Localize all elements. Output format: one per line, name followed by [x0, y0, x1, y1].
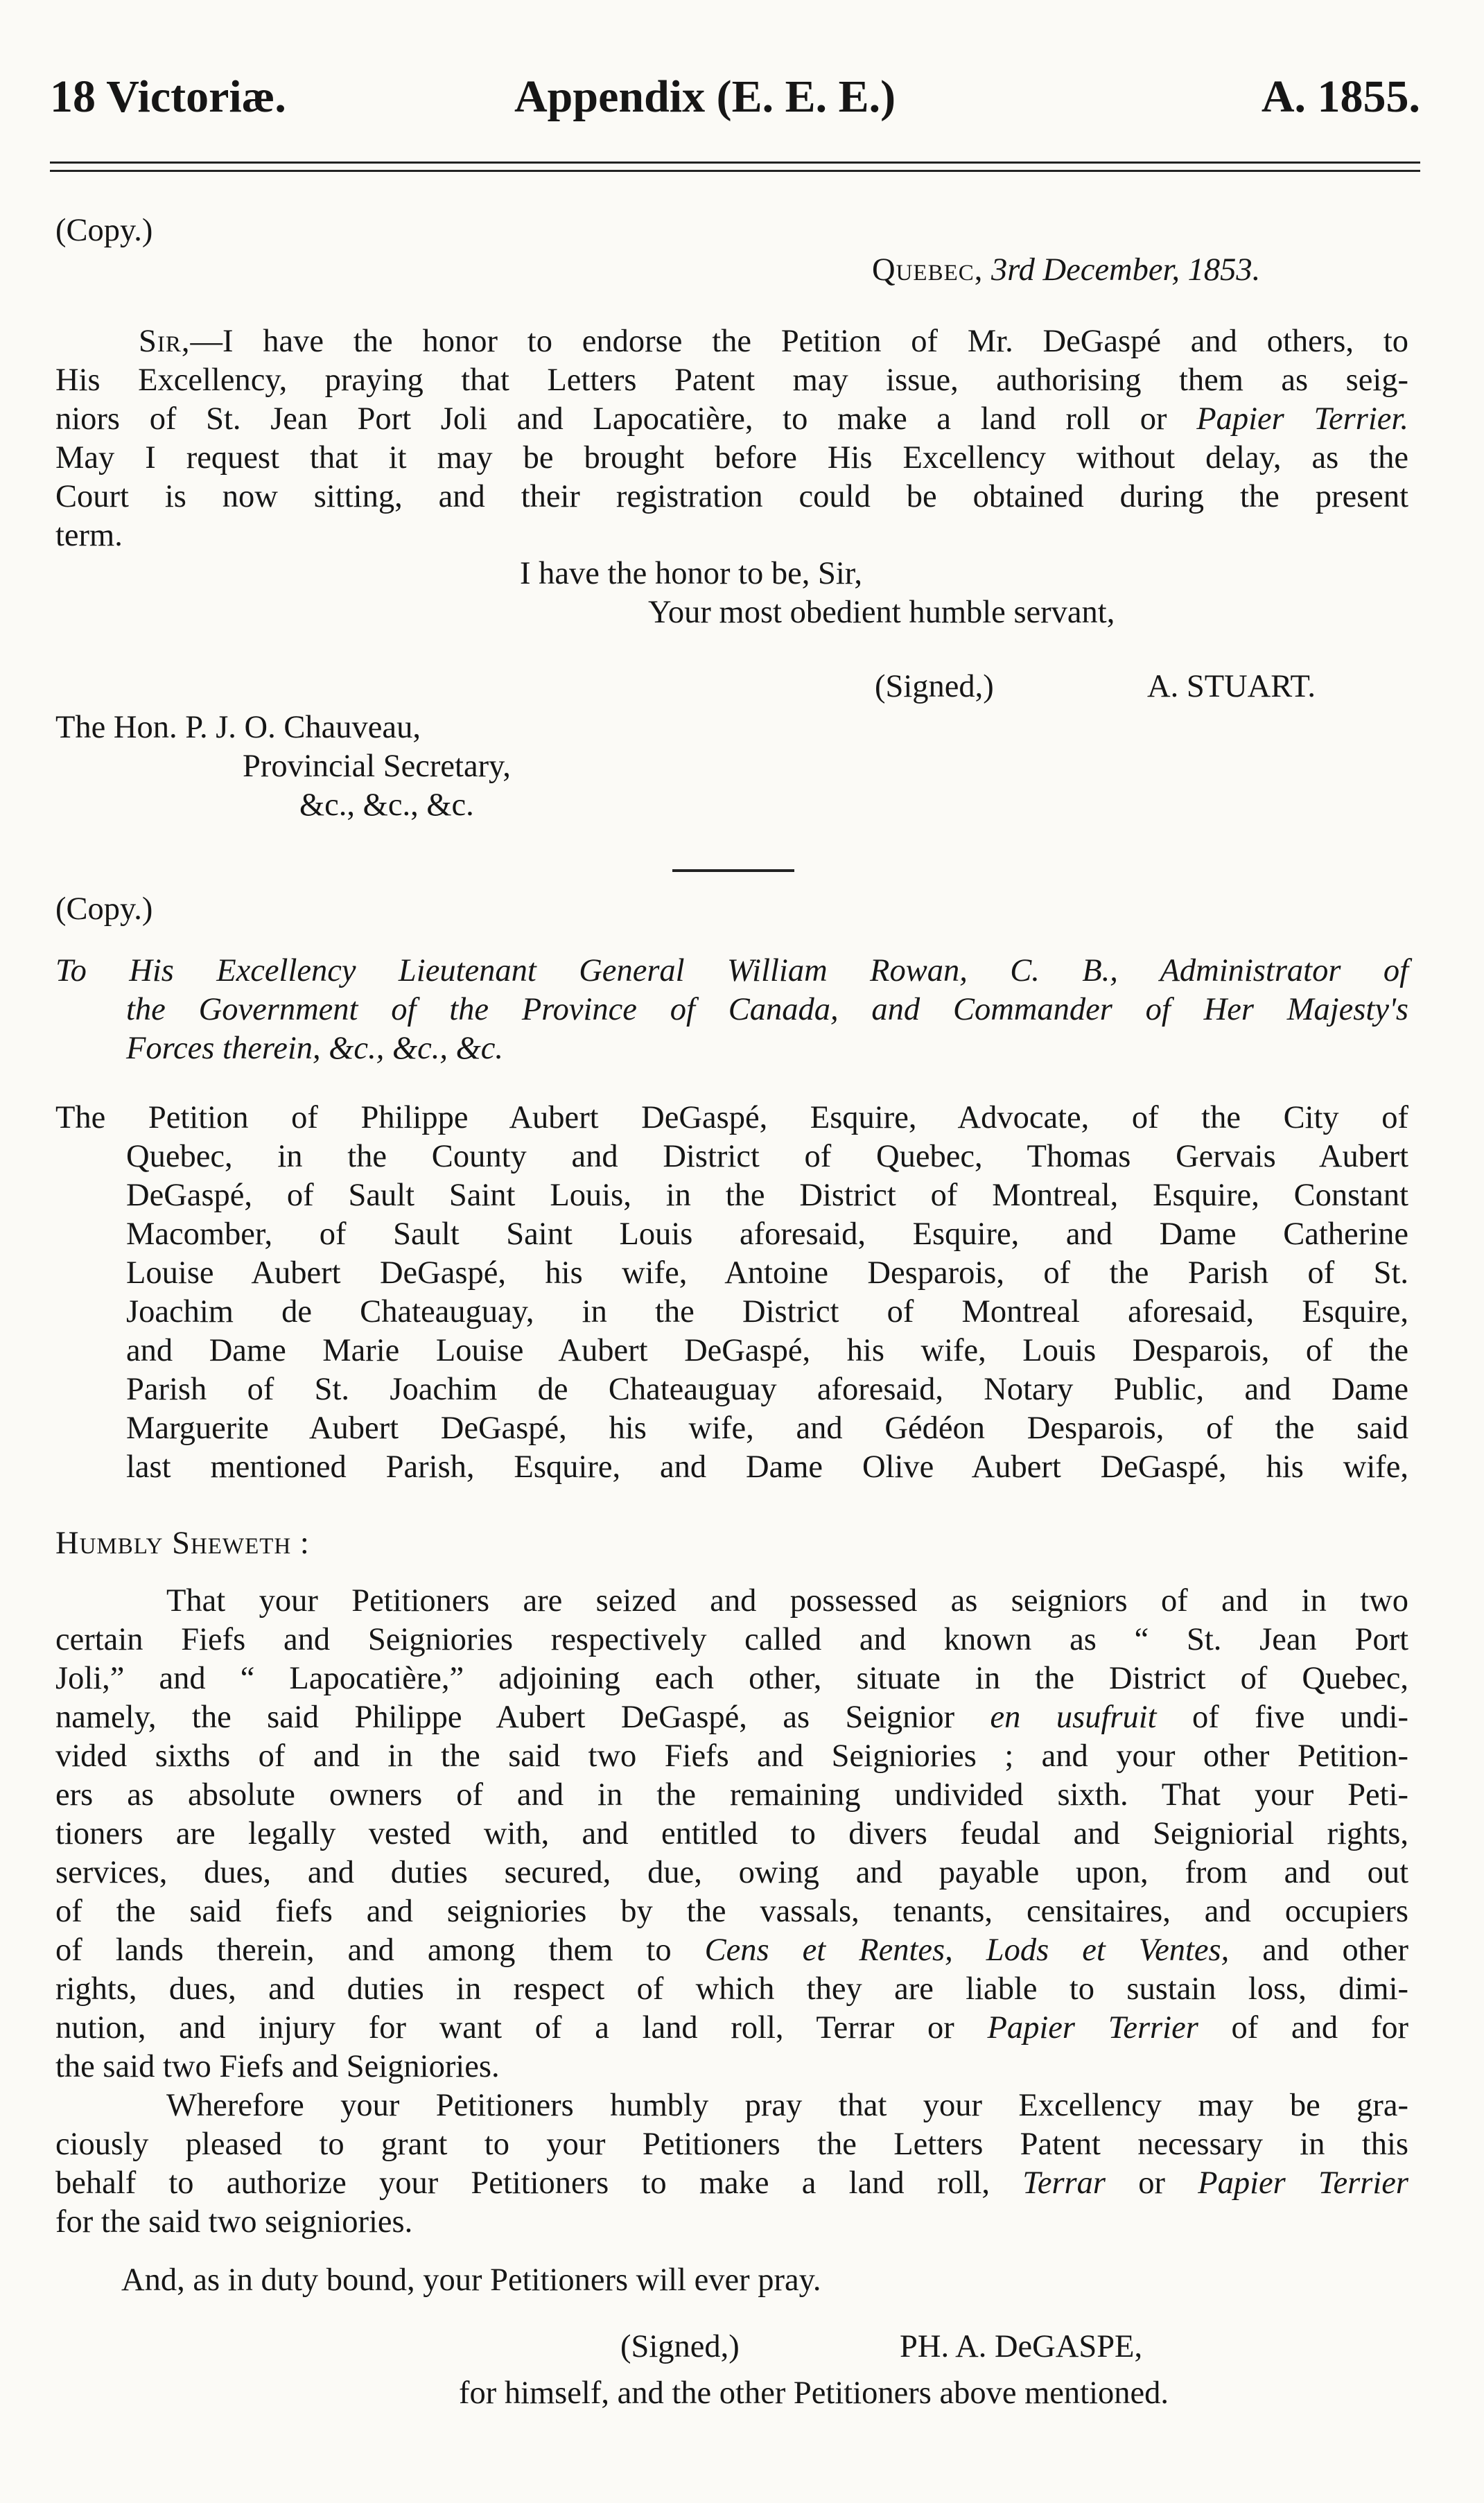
addressee-etc: &c., &c., &c. — [299, 787, 474, 823]
running-header — [50, 66, 1420, 128]
letter-copy-label: (Copy.) — [55, 213, 153, 248]
letter-dateline — [872, 251, 1260, 290]
p1-line: namely, the said Philippe Aubert DeGaspé, as Seignior en usufruit of five undi- — [55, 1700, 1409, 1735]
letter-line: Court is now sitting, and their registration could be obtained during the present — [55, 479, 1408, 514]
letter-date: 3rd December, 1853. — [991, 252, 1261, 288]
addressee-title: Provincial Secretary, — [243, 749, 511, 784]
cens-lods-term: Cens et Rentes, Lods et Ventes, — [704, 1933, 1230, 1968]
addressee-name: The Hon. P. J. O. Chauveau, — [55, 710, 421, 745]
papier-terrier-term: Papier Terrier — [987, 2010, 1198, 2046]
header-appendix: Appendix (E. E. E.) — [514, 71, 896, 122]
p1-line: nution, and injury for want of a land roll, Terrar or Papier Terrier of and for — [55, 2010, 1409, 2046]
en-usufruit-term: en usufruit — [990, 1700, 1157, 1735]
intro-line: Louise Aubert DeGaspé, his wife, Antoine Desparois, of the Parish of St. — [126, 1255, 1408, 1291]
letter-place: Quebec, — [872, 252, 984, 288]
p1-line: vided sixths of and in the said two Fiefs and Seigniories ; and your other Petition- — [55, 1738, 1408, 1774]
intro-line: last mentioned Parish, Esquire, and Dame Olive Aubert DeGaspé, his wife, — [126, 1449, 1408, 1485]
p1-line: the said two Fiefs and Seigniories. — [55, 2049, 500, 2084]
header-rule-bottom — [50, 170, 1420, 172]
intro-line: Marguerite Aubert DeGaspé, his wife, and Gédéon Desparois, of the said — [126, 1411, 1408, 1446]
petition-address — [55, 952, 1408, 1068]
p1-line: services, dues, and duties secured, due, owing and payable upon, from and out — [55, 1855, 1408, 1890]
intro-line: The Petition of Philippe Aubert DeGaspé, Esquire, Advocate, of the City of — [55, 1100, 1408, 1135]
p1-line: ers as absolute owners of and in the remaining undivided sixth. That your Peti- — [55, 1777, 1408, 1813]
intro-line: Joachim de Chateauguay, in the District of Montreal aforesaid, Esquire, — [126, 1294, 1408, 1329]
intro-line: Macomber, of Sault Saint Louis aforesaid, Esquire, and Dame Catherine — [126, 1216, 1408, 1252]
petition-paragraph-1 — [55, 1582, 1408, 2086]
letter-signed-label: (Signed,) — [875, 669, 994, 704]
p1-line: of the said fiefs and seigniories by the vassals, tenants, censitaires, and occupiers — [55, 1894, 1408, 1929]
p1-line: tioners are legally vested with, and entitled to divers feudal and Seigniorial rights, — [55, 1816, 1408, 1851]
petition-paragraph-2 — [55, 2086, 1408, 2242]
address-line: Forces therein, &c., &c., &c. — [126, 1031, 504, 1066]
letter-closing-1: I have the honor to be, Sir, — [520, 556, 863, 591]
p1-line: certain Fiefs and Seigniories respectively called and known as “ St. Jean Port — [55, 1622, 1408, 1657]
petition-copy-label: (Copy.) — [55, 891, 153, 927]
papier-terrier-term: Papier Terrier — [1198, 2165, 1409, 2201]
intro-line: and Dame Marie Louise Aubert DeGaspé, his wife, Louis Desparois, of the — [126, 1333, 1408, 1368]
p2-line: Wherefore your Petitioners humbly pray that your Excellency may be gra- — [166, 2088, 1408, 2123]
section-divider — [672, 869, 794, 872]
petition-intro — [55, 1099, 1408, 1487]
papier-terrier-term: Papier Terrier. — [1196, 401, 1409, 437]
intro-line: DeGaspé, of Sault Saint Louis, in the District of Montreal, Esquire, Constant — [126, 1178, 1408, 1213]
p2-line: behalf to authorize your Petitioners to make a land roll, Terrar or Papier Terrier — [55, 2165, 1409, 2201]
address-line: To His Excellency Lieutenant General William Rowan, C. B., Administrator of — [55, 953, 1408, 988]
letter-closing-2: Your most obedient humble servant, — [648, 595, 1115, 630]
letter-signer: A. STUART. — [1147, 669, 1316, 704]
intro-line: Quebec, in the County and District of Quebec, Thomas Gervais Aubert — [126, 1139, 1408, 1174]
letter-line: niors of St. Jean Port Joli and Lapocatière, to make a land roll or Papier Terrier. — [55, 401, 1409, 437]
humbly-sheweth-heading: Humbly Sheweth : — [55, 1526, 310, 1561]
intro-line: Parish of St. Joachim de Chateauguay aforesaid, Notary Public, and Dame — [126, 1372, 1408, 1407]
address-line: the Government of the Province of Canada, and Commander of Her Majesty's — [126, 992, 1408, 1027]
p2-line: for the said two seigniories. — [55, 2204, 413, 2240]
header-session: 18 Victoriæ. — [50, 71, 286, 122]
header-rule-top — [50, 162, 1420, 164]
p1-line: rights, dues, and duties in respect of which they are liable to sustain loss, dimi- — [55, 1971, 1408, 2007]
letter-line: term. — [55, 518, 123, 553]
p2-line: ciously pleased to grant to your Petitioners the Letters Patent necessary in this — [55, 2127, 1408, 2162]
p1-line: of lands therein, and among them to Cens et Rentes, Lods et Ventes, and other — [55, 1933, 1409, 1968]
p1-line: Joli,” and “ Lapocatière,” adjoining each other, situate in the District of Quebec, — [55, 1661, 1408, 1696]
letter-line: May I request that it may be brought before His Excellency without delay, as the — [55, 440, 1408, 476]
letter-line: His Excellency, praying that Letters Patent may issue, authorising them as seig- — [55, 363, 1408, 398]
petition-signer: PH. A. DeGASPE, — [900, 2329, 1143, 2364]
letter-body — [55, 322, 1408, 555]
petition-closing: And, as in duty bound, your Petitioners will ever pray. — [121, 2262, 821, 2298]
petition-signed-label: (Signed,) — [620, 2329, 740, 2364]
header-year: A. 1855. — [1261, 71, 1420, 122]
letter-salutation: Sir, — [139, 324, 191, 359]
letter-line: Sir,—I have the honor to endorse the Petition of Mr. DeGaspé and others, to — [139, 324, 1408, 359]
p1-line: That your Petitioners are seized and possessed as seigniors of and in two — [166, 1583, 1408, 1619]
terrar-term: Terrar — [1022, 2165, 1106, 2201]
petition-signer-note: for himself, and the other Petitioners above mentioned. — [459, 2375, 1169, 2411]
